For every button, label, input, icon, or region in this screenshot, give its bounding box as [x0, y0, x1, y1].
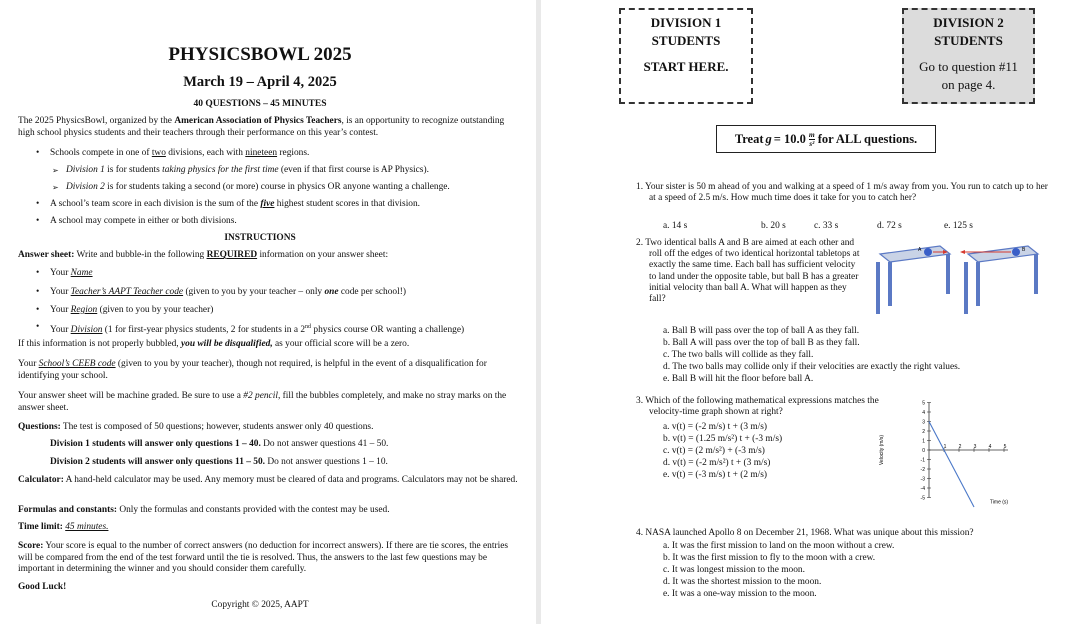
q2-option-b: b. Ball A will pass over the top of ball B as they fall.: [663, 338, 860, 348]
division2-description: ➢ Division 2 is for students taking a second (or more) course in physics OR anyone wanting a challenge.: [66, 182, 516, 194]
x-tick-label: 1: [943, 444, 947, 450]
q1-option-e: e. 125 s: [944, 221, 973, 231]
intro-paragraph: The 2025 PhysicsBowl, organized by the American Association of Physics Teachers, is an opportunity to recognize outstanding high school physics students and their teachers through their performance on this year’s contest.: [18, 116, 505, 138]
required-division: • Your Division (1 for first-year physics students, 2 for students in a 2nd physics course OR wanting a challenge): [50, 322, 520, 337]
q1-option-a: a. 14 s: [663, 221, 688, 231]
q1-option-d: d. 72 s: [877, 221, 902, 231]
division2-questions: Division 2 students will answer only questions 11 – 50. Do not answer questions 1 – 10.: [50, 457, 388, 467]
division2-box-line1: DIVISION 2: [933, 15, 1004, 30]
y-tick-label: -2: [920, 467, 925, 473]
x-axis-label: Time (s): [989, 499, 1009, 506]
y-tick-label: -5: [920, 495, 925, 502]
question-3: 3. Which of the following mathematical expressions matches the velocity-time graph shown at right?: [636, 396, 879, 418]
q2-option-c: c. The two balls will collide as they fall.: [663, 350, 814, 360]
division2-box-line4: on page 4.: [941, 77, 996, 92]
required-name: • Your Name: [50, 268, 520, 280]
y-axis-label: Velocity (m/s): [879, 434, 885, 466]
division1-box-line2: STUDENTS: [651, 33, 721, 48]
q3-option-a: a. v(t) = (-2 m/s) t + (3 m/s): [663, 422, 768, 432]
y-tick-label: 1: [922, 438, 925, 445]
score-paragraph: Score: Your score is equal to the number of correct answers (no deduction for incorrect answers). If there are tie scores, the entries will be compared from the end of the test forward until the tie is resolved. Thus, the answers to the last few questions may be important in determining the winner and you should consider them carefully.: [18, 541, 509, 574]
q4-option-b: b. It was the first mission to fly to the moon with a crew.: [663, 553, 876, 563]
division1-box: [619, 8, 753, 104]
bullet-both-divisions: • A school may compete in either or both divisions.: [50, 216, 520, 228]
ceeb-paragraph: Your School’s CEEB code (given to you by your teacher), though not required, is helpful in the event of a disqualification for identifying your school.: [18, 359, 487, 381]
calculator-paragraph: Calculator: A hand-held calculator may be used. Any memory must be cleared of data and programs. Calculators may not be shared.: [18, 475, 518, 485]
x-tick-label: 3: [973, 444, 977, 450]
instructions-heading: INSTRUCTIONS: [224, 233, 296, 243]
y-tick-label: 5: [922, 400, 925, 407]
q3-option-e: e. v(t) = (-3 m/s) t + (2 m/s): [663, 470, 768, 480]
division1-box-line1: DIVISION 1: [650, 15, 722, 30]
q4-option-d: d. It was the shortest mission to the moon.: [663, 577, 822, 587]
y-tick-label: -3: [920, 476, 925, 483]
division2-box-line2: STUDENTS: [934, 33, 1003, 48]
q1-option-b: b. 20 s: [761, 221, 786, 231]
division1-questions: Division 1 students will answer only questions 1 – 40. Do not answer questions 41 – 50.: [50, 439, 389, 449]
grading-paragraph: Your answer sheet will be machine graded. Be sure to use a #2 pencil, fill the bubbles completely, and make no stray marks on the answer sheet.: [18, 391, 507, 413]
division1-description: ➢ Division 1 is for students taking physics for the first time (even if that first course is AP Physics).: [66, 165, 516, 177]
q3-option-d: d. v(t) = (-2 m/s²) t + (3 m/s): [663, 458, 771, 468]
copyright: Copyright © 2025, AAPT: [211, 600, 309, 610]
q4-option-a: a. It was the first mission to land on the moon without a crew.: [663, 541, 895, 551]
disqualification-note: If this information is not properly bubbled, you will be disqualified, as your official score will be a zero.: [18, 339, 410, 349]
division2-box: [902, 8, 1035, 104]
y-tick-label: -1: [920, 457, 925, 464]
required-region: • Your Region (given to you by your teacher): [50, 305, 520, 317]
formulas-paragraph: Formulas and constants: Only the formulas and constants provided with the contest may be used.: [18, 505, 390, 515]
contest-meta: 40 QUESTIONS – 45 MINUTES: [193, 99, 327, 109]
x-tick-label: 2: [958, 444, 962, 450]
velocity-time-graph: [871, 392, 1071, 514]
y-tick-label: 4: [922, 410, 925, 416]
question-2: 2. Two identical balls A and B are aimed at each other and roll off the edges of two identical horizontal tabletops at exactly the same time. Each ball has sufficient velocity to land under the opposite table, but ball B has a greater initial velocity than ball A. What will happen as they fall?: [636, 238, 860, 305]
velocity-line: [929, 422, 974, 508]
contest-dates: March 19 – April 4, 2025: [183, 74, 337, 90]
question-4: 4. NASA launched Apollo 8 on December 21, 1968. What was unique about this mission?: [636, 528, 974, 538]
bullet-divisions: • Schools compete in one of two divisions, each with nineteen regions.: [50, 148, 520, 160]
q4-option-c: c. It was longest mission to the moon.: [663, 565, 805, 575]
y-tick-label: -4: [920, 486, 925, 492]
questions-paragraph: Questions: The test is composed of 50 questions; however, students answer only 40 questions.: [18, 422, 374, 432]
division2-box-line3: Go to question #11: [919, 59, 1018, 74]
x-tick-label: 4: [988, 444, 992, 450]
svg-text:A: A: [918, 247, 922, 253]
x-tick-label: 5: [1003, 444, 1007, 450]
q2-option-d: d. The two balls may collide only if their velocities are exactly the right values.: [663, 362, 961, 372]
answer-sheet-paragraph: Answer sheet: Write and bubble-in the following REQUIRED information on your answer sheet:: [18, 250, 389, 260]
good-luck: Good Luck!: [18, 582, 67, 592]
question-page: [541, 0, 1080, 624]
required-teacher-code: • Your Teacher’s AAPT Teacher code (given to you by your teacher – only one code per school!): [50, 287, 520, 299]
y-tick-label: 0: [922, 448, 925, 454]
gravity-constant-box: Treat g = 10.0 m s² for ALL questions.: [716, 125, 936, 153]
contest-title: PHYSICSBOWL 2025: [168, 44, 352, 65]
svg-text:B: B: [1022, 247, 1026, 253]
q3-option-c: c. v(t) = (2 m/s²) + (-3 m/s): [663, 446, 765, 456]
time-limit: Time limit: 45 minutes.: [18, 522, 109, 532]
q2-option-e: e. Ball B will hit the floor before ball A.: [663, 374, 814, 384]
q1-option-c: c. 33 s: [814, 221, 839, 231]
division1-box-line3: START HERE.: [643, 59, 729, 74]
question-1: 1. Your sister is 50 m ahead of you and walking at a speed of 1 m/s away from you. You run to catch up to her at a speed of 2.5 m/s. How much time does it take for you to catch her?: [636, 182, 1048, 204]
y-tick-label: 2: [922, 429, 925, 435]
q4-option-e: e. It was a one-way mission to the moon.: [663, 589, 817, 599]
bullet-team-score: • A school’s team score in each division is the sum of the five highest student scores in that division.: [50, 199, 520, 211]
cover-page: [0, 0, 536, 624]
y-tick-label: 3: [922, 419, 925, 426]
q3-option-b: b. v(t) = (1.25 m/s²) t + (-3 m/s): [663, 434, 783, 444]
q2-option-a: a. Ball B will pass over the top of ball A as they fall.: [663, 326, 860, 336]
tables-diagram: [864, 240, 1044, 316]
